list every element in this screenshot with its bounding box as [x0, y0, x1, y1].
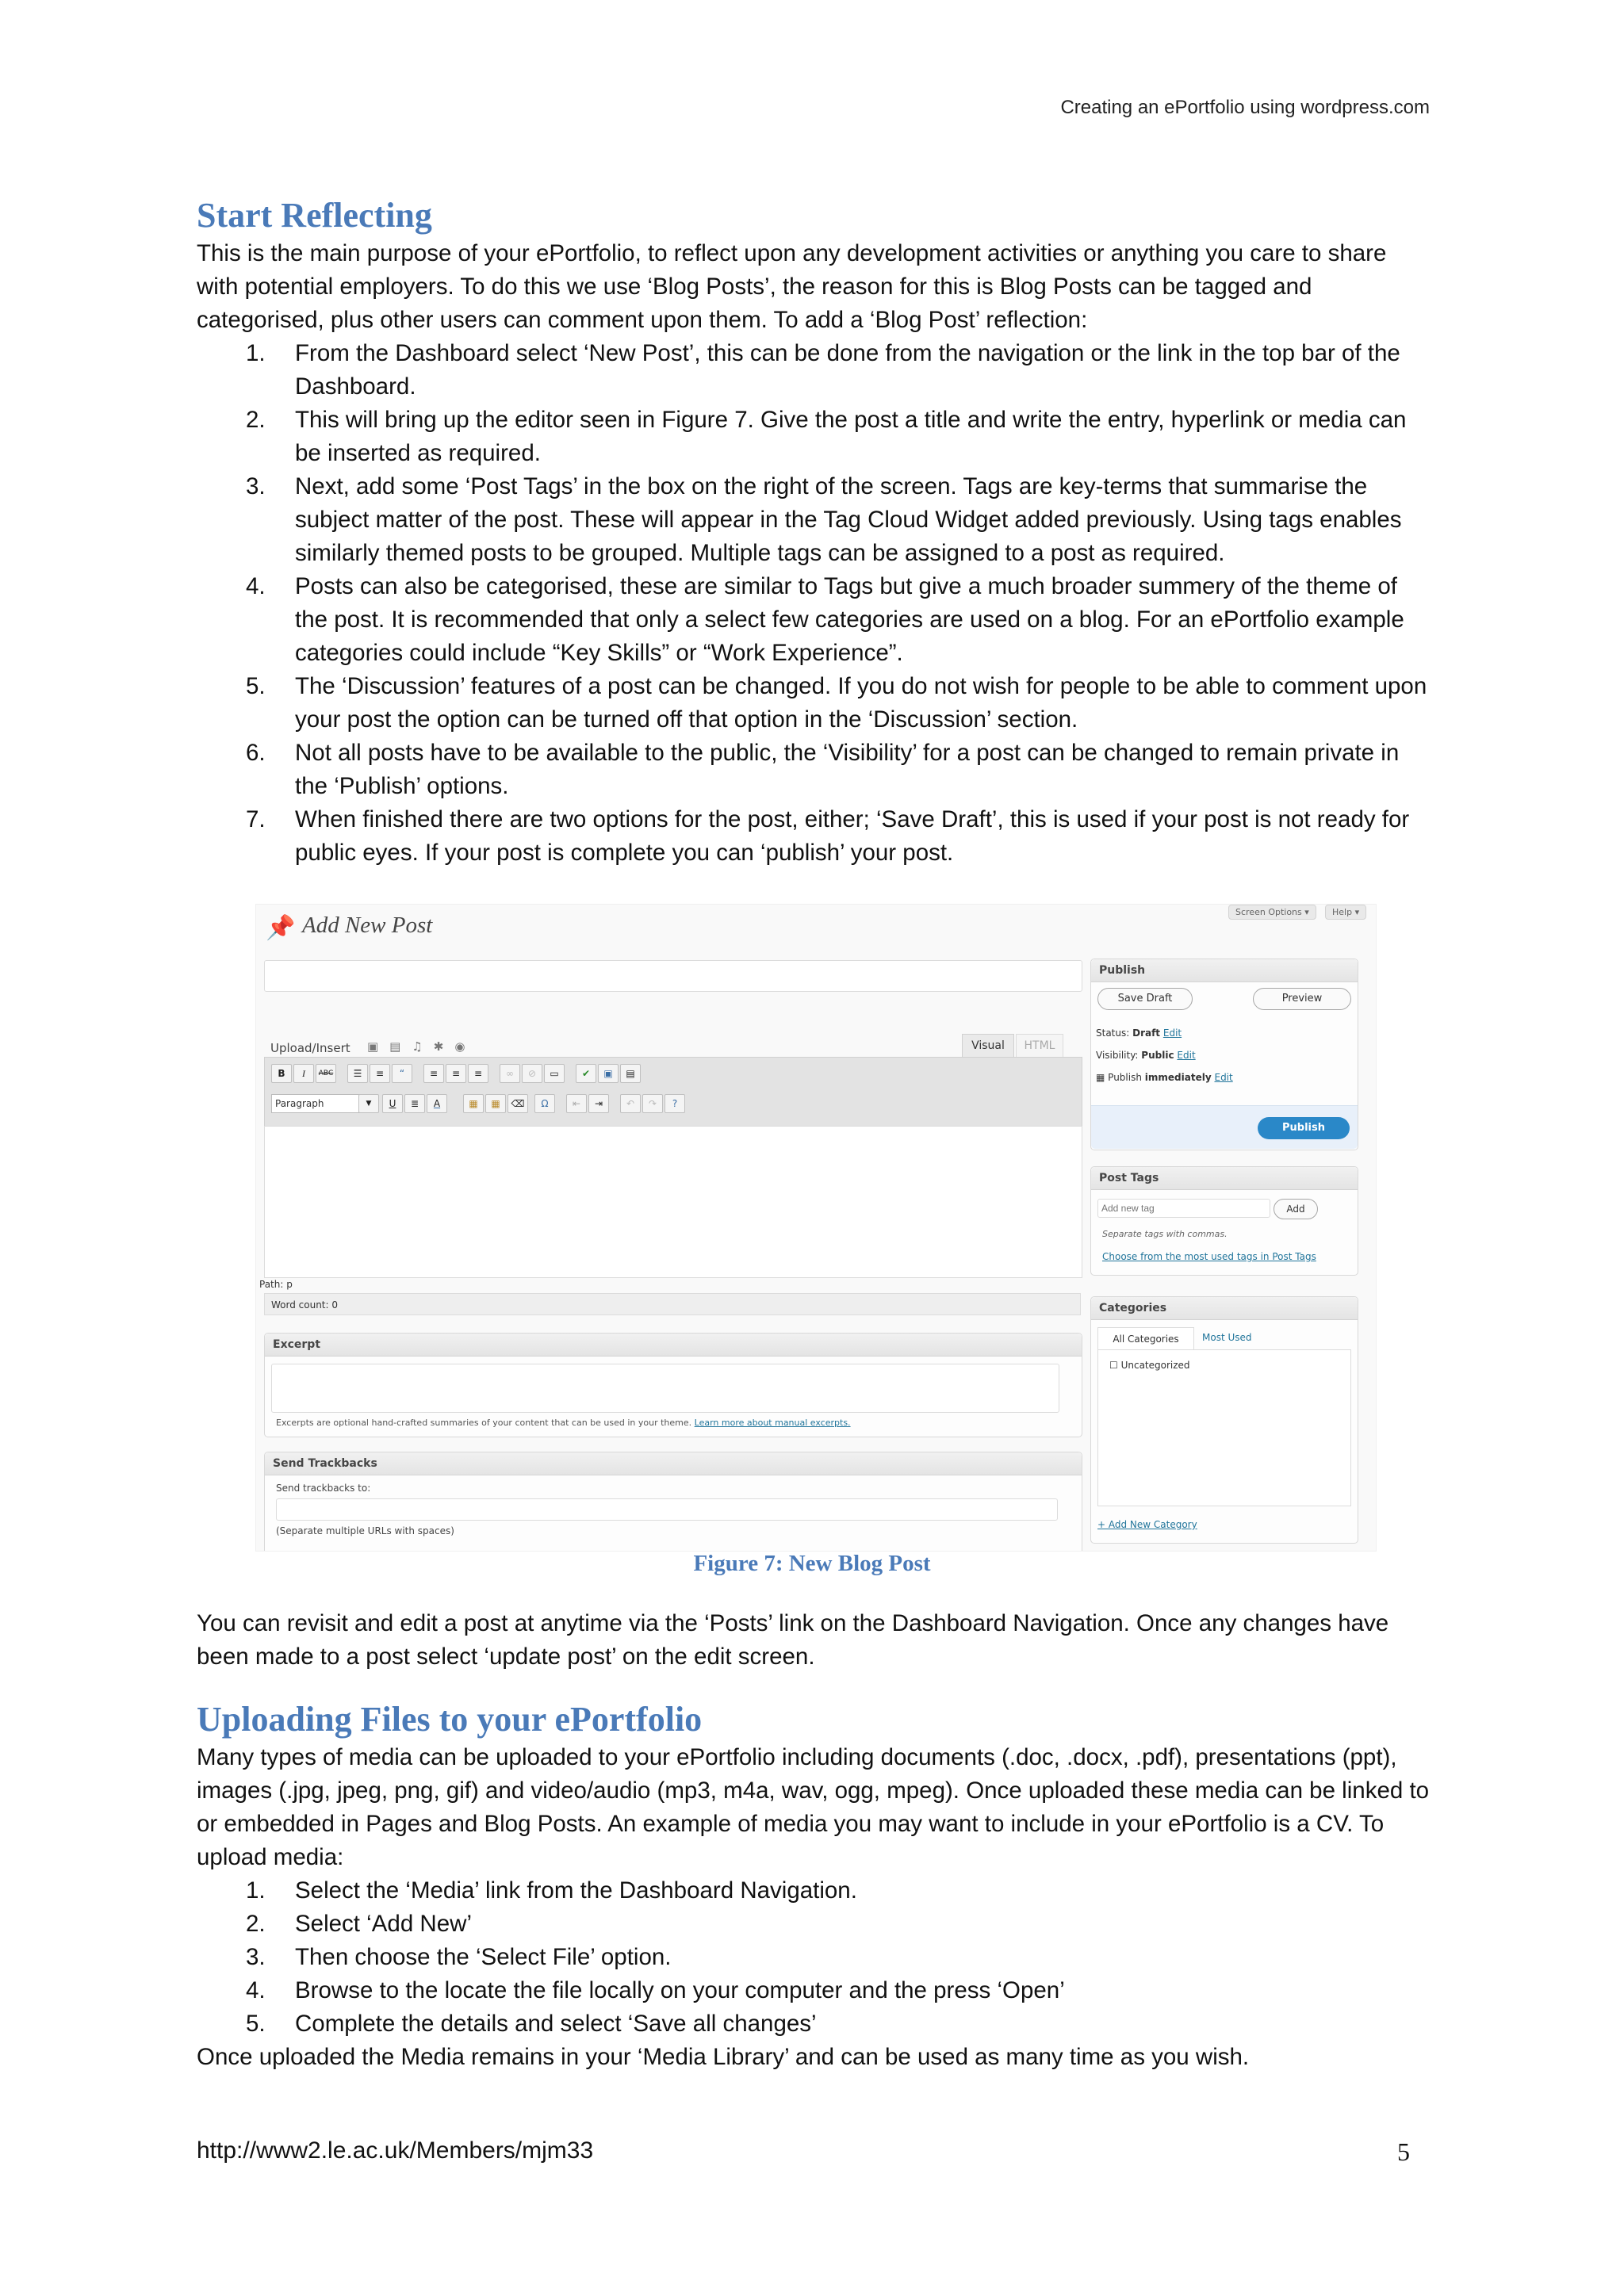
- indent-icon[interactable]: ⇥: [588, 1094, 609, 1113]
- trackbacks-note: (Separate multiple URLs with spaces): [276, 1525, 454, 1536]
- special-char-icon[interactable]: Ω: [534, 1094, 555, 1113]
- trackbacks-title: Send Trackbacks: [265, 1452, 1082, 1475]
- after-figure-paragraph: [197, 1607, 1434, 1674]
- numbered-list-icon[interactable]: ≡: [370, 1064, 390, 1083]
- editor-content-area[interactable]: [264, 1126, 1082, 1278]
- screen-options-button[interactable]: Screen Options ▾: [1228, 905, 1316, 920]
- media-icons[interactable]: ▣▤♫✱◉: [367, 1039, 477, 1054]
- list-item: 3. Next, add some ‘Post Tags’ in the box on the right of the screen. Tags are key-terms that summarise the subject matter of the post. These will appear in the Tag Cloud Widget added previously. Using tags enables similarly themed posts to be grouped. Multiple tags can be assigned to a post as required.: [246, 473, 1402, 566]
- most-used-tags-link[interactable]: Choose from the most used tags in Post Tags: [1102, 1251, 1316, 1262]
- chevron-down-icon[interactable]: ▼: [358, 1094, 379, 1113]
- calendar-icon: ▦: [1096, 1072, 1105, 1083]
- post-title-input[interactable]: [264, 960, 1082, 992]
- numbered-list: [197, 1874, 1434, 2041]
- page-number: 5: [1397, 2137, 1410, 2166]
- list-item: 3. Then choose the ‘Select File’ option.: [246, 1944, 672, 1970]
- list-item: 1. Select the ‘Media’ link from the Dashboard Navigation.: [246, 1877, 857, 1904]
- align-left-icon[interactable]: ≡: [423, 1064, 444, 1083]
- section-heading: Uploading Files to your ePortfolio: [197, 1700, 703, 1739]
- undo-icon[interactable]: ↶: [620, 1094, 641, 1113]
- section-heading: Start Reflecting: [197, 196, 432, 235]
- page-title: Add New Post: [302, 913, 433, 938]
- status-edit-link[interactable]: Edit: [1162, 1027, 1182, 1039]
- excerpt-box: [264, 1333, 1082, 1437]
- list-item: 6. Not all posts have to be available to the public, the ‘Visibility’ for a post can be changed to remain private in the ‘Publish’ options.: [246, 740, 1400, 799]
- trackbacks-input[interactable]: [276, 1498, 1058, 1521]
- tag-input[interactable]: [1097, 1199, 1270, 1218]
- fullscreen-icon[interactable]: ▣: [598, 1064, 619, 1083]
- list-item: 4. Posts can also be categorised, these are similar to Tags but give a much broader summery of the theme of the post. It is recommended that only a select few categories are used on a blog. For an ePortfolio example categories could include “Key Skills” or “Work Experience”.: [246, 573, 1404, 666]
- paragraph: You can revisit and edit a post at anytime via the ‘Posts’ link on the Dashboard Navigation. Once any changes have been made to a post select ‘update post’ on the edit screen.: [197, 1610, 1389, 1670]
- section-uploading-files: [197, 1698, 1434, 2074]
- checkbox-icon[interactable]: ☐: [1109, 1360, 1118, 1371]
- categories-box: [1090, 1296, 1358, 1544]
- publish-box: [1090, 959, 1358, 1150]
- add-category-link[interactable]: + Add New Category: [1097, 1519, 1197, 1530]
- italic-icon[interactable]: I: [293, 1064, 314, 1083]
- pushpin-icon: 📌: [266, 914, 296, 942]
- excerpt-title: Excerpt: [265, 1334, 1082, 1357]
- schedule-edit-link[interactable]: Edit: [1214, 1072, 1233, 1083]
- bold-icon[interactable]: B: [271, 1064, 292, 1083]
- editor-toolbar: [264, 1057, 1082, 1127]
- publish-actions: [1091, 1105, 1358, 1149]
- blockquote-icon[interactable]: “: [392, 1064, 412, 1083]
- unlink-icon[interactable]: ⊘: [522, 1064, 542, 1083]
- excerpt-textarea[interactable]: [271, 1364, 1059, 1413]
- tags-hint: Separate tags with commas.: [1102, 1229, 1228, 1239]
- list-item: 2. This will bring up the editor seen in Figure 7. Give the post a title and write the entry, hyperlink or media can be inserted as required.: [246, 407, 1407, 466]
- excerpt-learn-more-link[interactable]: Learn more about manual excerpts.: [694, 1418, 851, 1428]
- link-icon[interactable]: ∞: [500, 1064, 520, 1083]
- align-right-icon[interactable]: ≡: [468, 1064, 488, 1083]
- publish-button[interactable]: Publish: [1258, 1117, 1350, 1139]
- upload-insert-label: Upload/Insert: [270, 1041, 350, 1055]
- trackbacks-label: Send trackbacks to:: [276, 1483, 371, 1494]
- excerpt-note: Excerpts are optional hand-crafted summaries of your content that can be used in your theme. Learn more about manual excerpts.: [276, 1418, 851, 1428]
- list-item: 1. From the Dashboard select ‘New Post’, this can be done from the navigation or the link in the top bar of the Dashboard.: [246, 340, 1400, 400]
- redo-icon[interactable]: ↷: [642, 1094, 663, 1113]
- running-header: Creating an ePortfolio using wordpress.com: [1060, 97, 1430, 118]
- editor-path: Path: p: [259, 1279, 293, 1290]
- paragraph-select[interactable]: Paragraph: [271, 1094, 362, 1113]
- tab-all-categories[interactable]: All Categories: [1097, 1327, 1194, 1350]
- list-item: 5. The ‘Discussion’ features of a post can be changed. If you do not wish for people to be able to comment upon your post the option can be turned off that option in the ‘Discussion’ section.: [246, 673, 1427, 733]
- help-icon[interactable]: ?: [665, 1094, 685, 1113]
- remove-format-icon[interactable]: ⌫: [508, 1094, 528, 1113]
- list-item: 2. Select ‘Add New’: [246, 1911, 472, 1937]
- new-post-screenshot: [255, 904, 1377, 1552]
- publish-schedule-row: ▦ Publish immediately Edit: [1096, 1072, 1233, 1083]
- tab-visual[interactable]: Visual: [962, 1034, 1014, 1057]
- bullet-list-icon[interactable]: ☰: [347, 1064, 368, 1083]
- paste-word-icon[interactable]: ▦: [485, 1094, 506, 1113]
- list-item: 4. Browse to the locate the file locally on your computer and the press ‘Open’: [246, 1977, 1065, 2003]
- underline-icon[interactable]: U: [382, 1094, 403, 1113]
- paste-text-icon[interactable]: ▦: [463, 1094, 484, 1113]
- list-item: 5. Complete the details and select ‘Save all changes’: [246, 2011, 817, 2037]
- spellcheck-icon[interactable]: ✔: [576, 1064, 596, 1083]
- more-tag-icon[interactable]: ▭: [544, 1064, 565, 1083]
- tab-most-used[interactable]: Most Used: [1202, 1332, 1252, 1343]
- add-tag-button[interactable]: Add: [1274, 1199, 1318, 1219]
- numbered-list: [197, 337, 1434, 870]
- status-row: Status: Draft Edit: [1096, 1027, 1182, 1039]
- paragraph: Many types of media can be uploaded to your ePortfolio including documents (.doc, .docx, .pdf), presentations (ppt), images (.jpg, jpeg, png, gif) and video/audio (mp3, m4a, wav, ogg, mpeg). Once uploaded these media can be linked to or embedded in Pages and Blog Posts. An example of media you may want to include in your ePortfolio is a CV. To upload media:: [197, 1744, 1430, 1870]
- outdent-icon[interactable]: ⇤: [566, 1094, 587, 1113]
- word-count: Word count: 0: [264, 1293, 1081, 1315]
- preview-button[interactable]: Preview: [1253, 988, 1351, 1010]
- paragraph: This is the main purpose of your ePortfolio, to reflect upon any development activities or anything you care to share with potential employers. To do this we use ‘Blog Posts’, the reason for this is Blog Posts can be tagged and categorised, plus other users can comment upon them. To add a ‘Blog Post’ reflection:: [197, 240, 1387, 333]
- strikethrough-icon[interactable]: ABC: [316, 1064, 336, 1083]
- justify-icon[interactable]: ≣: [404, 1094, 425, 1113]
- publish-title: Publish: [1091, 959, 1358, 982]
- visibility-row: Visibility: Public Edit: [1096, 1050, 1196, 1061]
- kitchen-sink-icon[interactable]: ▤: [620, 1064, 641, 1083]
- post-tags-title: Post Tags: [1091, 1167, 1358, 1190]
- categories-title: Categories: [1091, 1297, 1358, 1320]
- list-item: 7. When finished there are two options for the post, either; ‘Save Draft’, this is used if your post is not ready for public eyes. If your post is complete you can ‘publish’ your post.: [246, 806, 1410, 866]
- visibility-edit-link[interactable]: Edit: [1177, 1050, 1196, 1061]
- align-center-icon[interactable]: ≡: [446, 1064, 466, 1083]
- text-color-icon[interactable]: A: [427, 1094, 447, 1113]
- tab-html[interactable]: HTML: [1016, 1034, 1063, 1057]
- save-draft-button[interactable]: Save Draft: [1097, 988, 1193, 1010]
- section-start-reflecting: [197, 194, 1434, 870]
- help-button[interactable]: Help ▾: [1325, 905, 1366, 920]
- figure-caption: Figure 7: New Blog Post: [693, 1551, 931, 1576]
- trackbacks-box: [264, 1452, 1082, 1552]
- post-tags-box: [1090, 1166, 1358, 1276]
- footer-url: http://www2.le.ac.uk/Members/mjm33: [197, 2137, 594, 2164]
- category-item[interactable]: ☐ Uncategorized: [1109, 1360, 1190, 1371]
- paragraph: Once uploaded the Media remains in your ‘Media Library’ and can be used as many time as you wish.: [197, 2044, 1250, 2070]
- categories-list: [1097, 1349, 1351, 1506]
